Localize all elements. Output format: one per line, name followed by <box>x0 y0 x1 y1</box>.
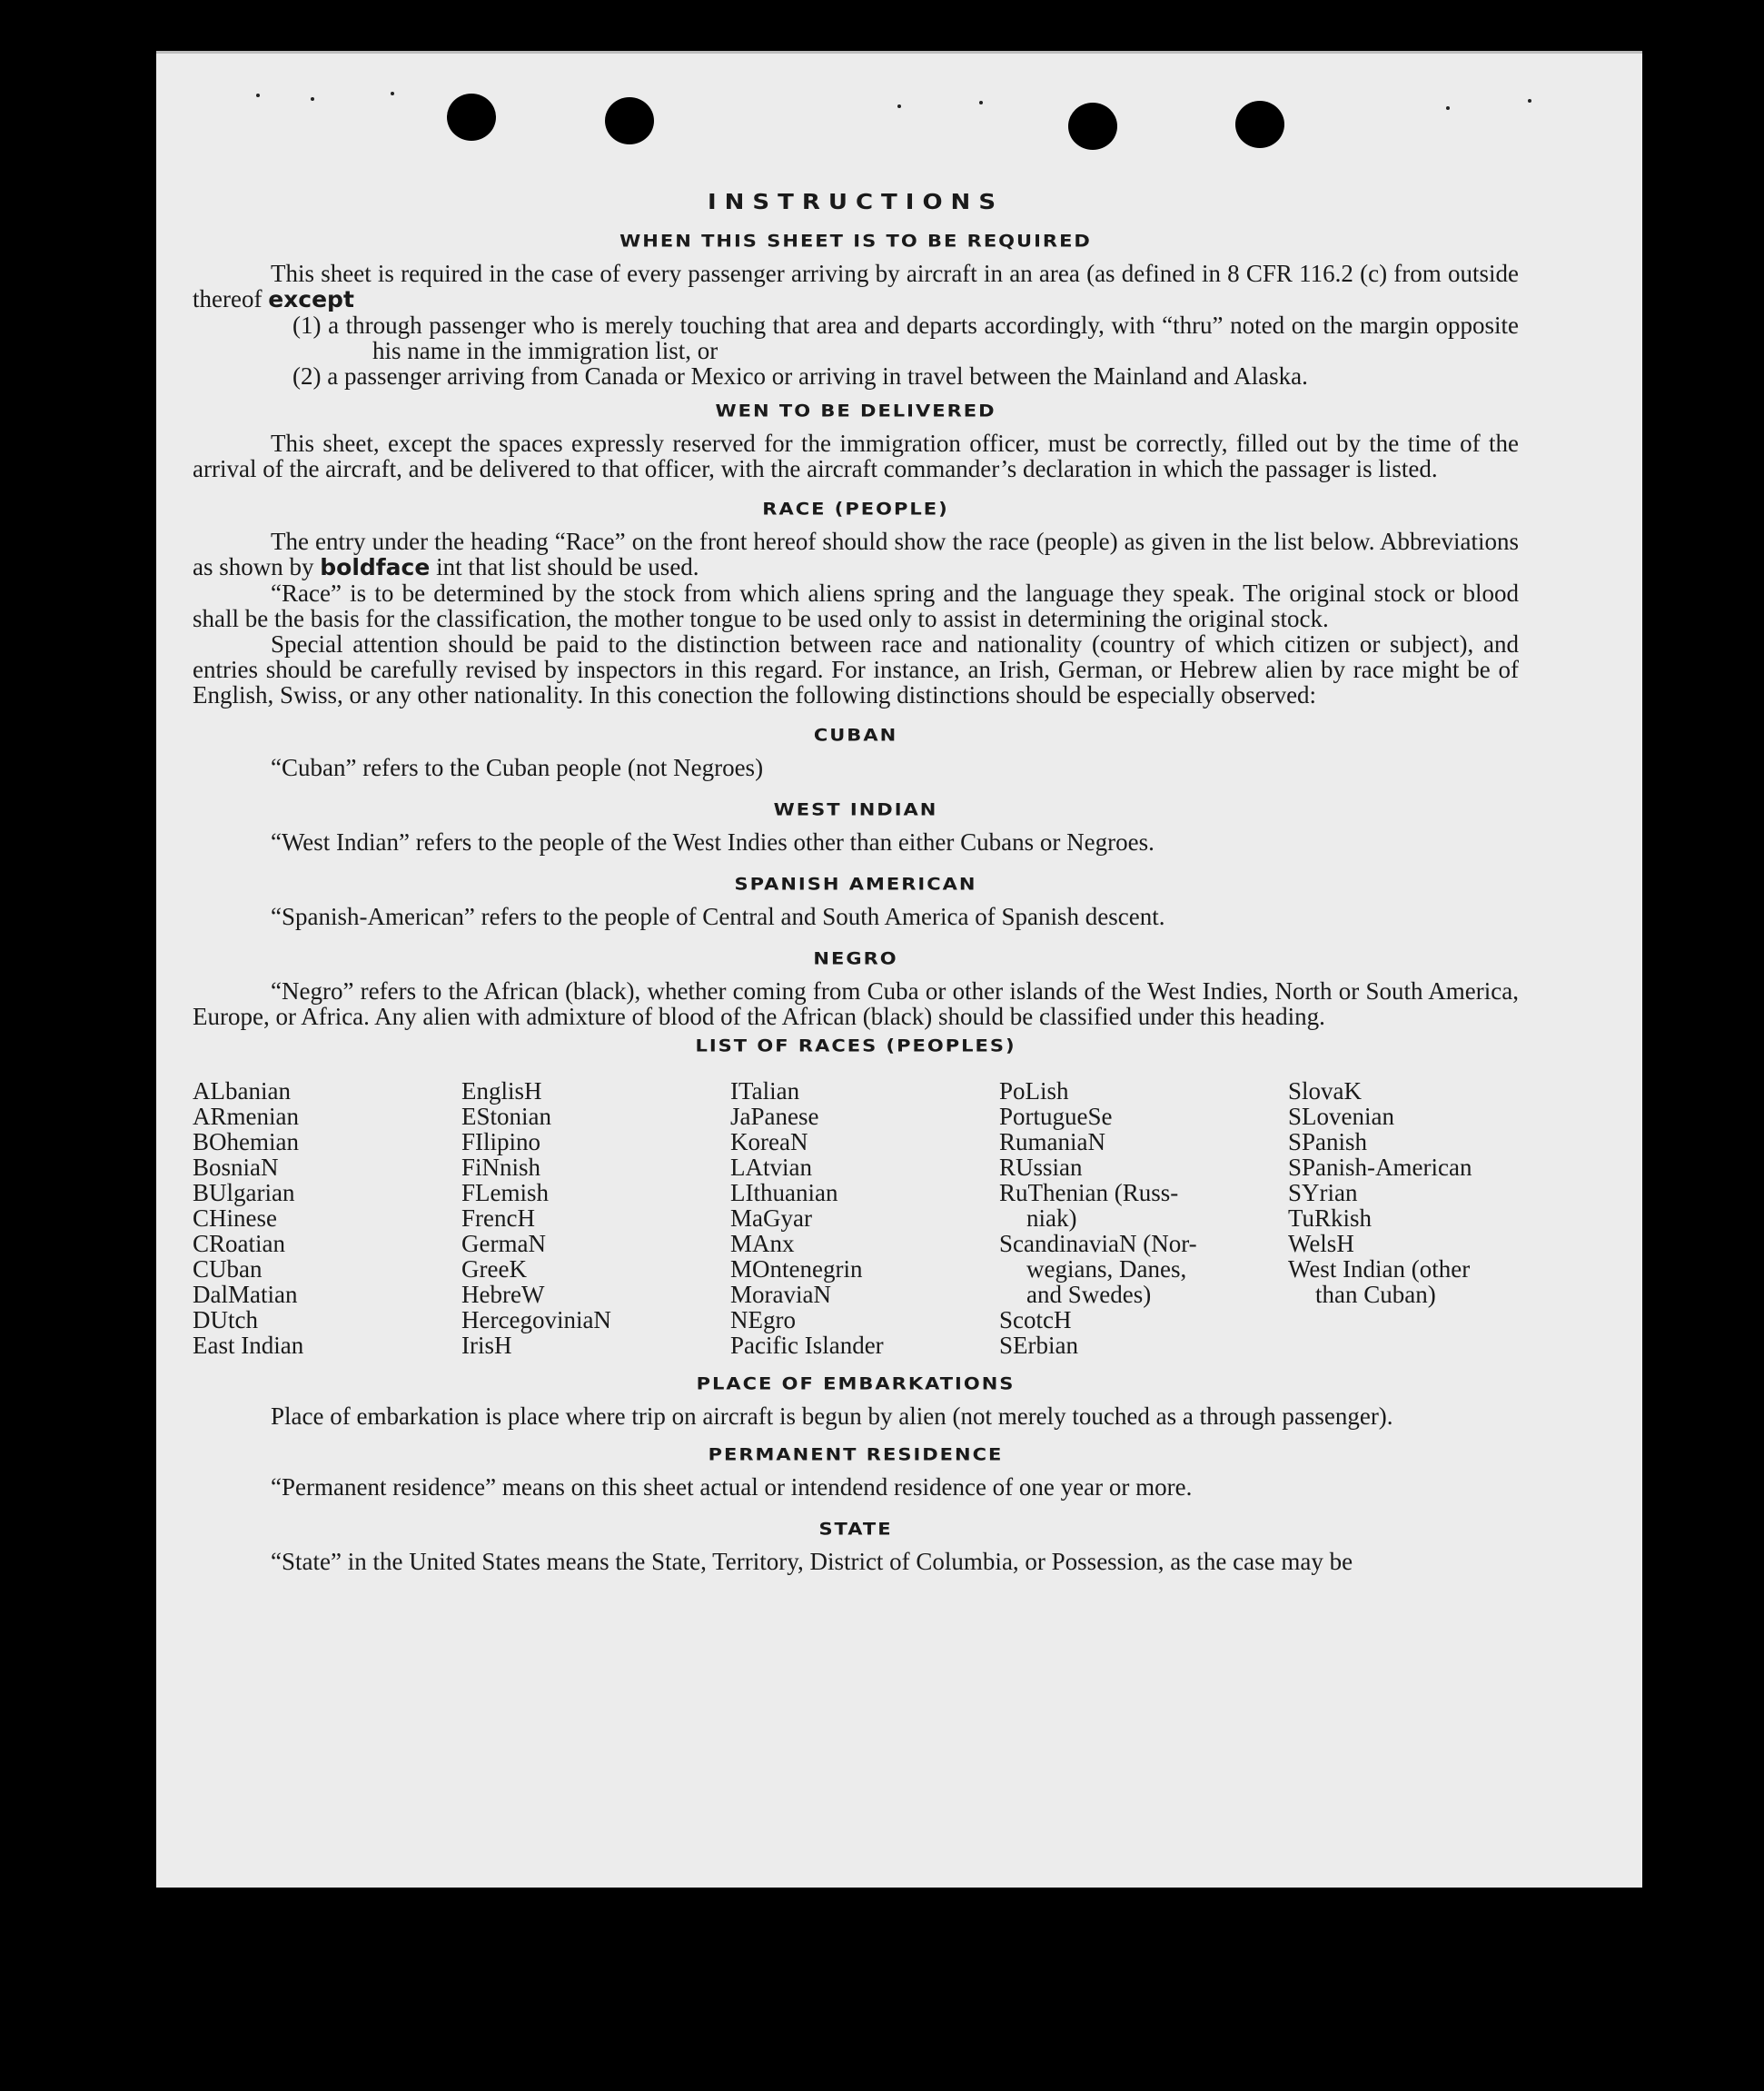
race-name: FLemish <box>461 1179 550 1206</box>
race-name: GreeK <box>461 1255 527 1283</box>
race-name: WelsH <box>1288 1230 1354 1257</box>
punch-hole <box>447 94 496 141</box>
race-name: PortugueSe <box>999 1103 1113 1130</box>
list-item: (1) a through passenger who is merely touching that area and departs accordingly, with “thru” noted on the margin opposite his name in the immigration list, or <box>292 312 1519 364</box>
race-name: BUlgarian <box>193 1179 295 1206</box>
list-item: (2) a passenger arriving from Canada or Mexico or arriving in travel between the Mainland and Alaska. <box>292 362 1308 390</box>
speck <box>311 97 314 101</box>
page-title: INSTRUCTIONS <box>707 190 1005 215</box>
race-name: FiNnish <box>461 1154 541 1181</box>
document-page <box>156 51 1642 1888</box>
race-name: wegians, Danes, <box>1026 1255 1187 1283</box>
heading-embarkation: PLACE OF EMBARKATIONS <box>696 1373 1016 1393</box>
paragraph-residence: “Permanent residence” means on this sheet actual or intendend residence of one year or more. <box>271 1473 1193 1501</box>
paragraph-cuban: “Cuban” refers to the Cuban people (not Negroes) <box>271 754 764 781</box>
paragraph-race-1 <box>193 529 1519 580</box>
race-name: and Swedes) <box>1026 1281 1152 1308</box>
race-name: HercegovinіaN <box>461 1306 611 1333</box>
race-name: than Cuban) <box>1315 1281 1436 1308</box>
heading-residence: PERMANENT RESIDENCE <box>708 1444 1004 1464</box>
race-name: JaPanese <box>730 1103 819 1130</box>
race-name: CUban <box>193 1255 263 1283</box>
race-name: ScotcH <box>999 1306 1072 1333</box>
race-name: RUssian <box>999 1154 1083 1181</box>
paragraph-race-2: “Race” is to be determined by the stock from which aliens spring and the language they speak. The original stock or blood shall be the basis for the classification, the mother tongue to be used only to assist in determining the original stock. <box>193 580 1519 632</box>
speck <box>256 94 260 97</box>
race-name: FrencH <box>461 1204 535 1232</box>
paragraph-delivered: This sheet, except the spaces expressly reserved for the immigration officer, must be correctly, filled out by the time of the arrival of the aircraft, and be delivered to that officer, with the aircraft commander’s declaration in which the passager is listed. <box>193 430 1519 482</box>
race-name: MaGyar <box>730 1204 812 1232</box>
paragraph-race-3: Special attention should be paid to the distinction between race and nationality (country of which citizen or subject), and entries should be carefully revised by inspectors in this regard. For instance, an Irish, German, or Hebrew alien by race might be of English, Swiss, or any other nationality. In this conection the following distinctions should be especially observed: <box>193 630 1519 709</box>
heading-spanish-american: SPANISH AMERICAN <box>734 874 977 894</box>
heading-west-indian: WEST INDIAN <box>773 799 938 819</box>
race-name: EStonian <box>461 1103 551 1130</box>
paragraph-required <box>193 261 1519 312</box>
race-name: EnglisH <box>461 1077 542 1105</box>
race-name: DalMatian <box>193 1281 298 1308</box>
speck <box>979 101 983 104</box>
race-name: BosniaN <box>193 1154 279 1181</box>
punch-hole <box>1235 101 1284 148</box>
speck <box>391 92 394 95</box>
race-name: Pacific Islander <box>730 1332 884 1359</box>
race-name: IrisH <box>461 1332 512 1359</box>
paragraph-spanish-american: “Spanish-American” refers to the people of Central and South America of Spanish descent. <box>271 903 1165 930</box>
race-name: SErbian <box>999 1332 1078 1359</box>
race-name: PoLish <box>999 1077 1069 1105</box>
speck <box>1528 99 1531 103</box>
race-name: ITalian <box>730 1077 800 1105</box>
speck <box>1446 106 1450 110</box>
race-name: ARmenian <box>193 1103 299 1130</box>
paragraph-negro: “Negro” refers to the African (black), whether coming from Cuba or other islands of the West Indies, North or South America, Europe, or Africa. Any alien with admixture of blood of the African (black) should be classified under this heading. <box>193 977 1519 1030</box>
boldface-word: boldface <box>320 554 431 580</box>
races-column-4 <box>999 1078 1288 1358</box>
heading-race: RACE (PEOPLE) <box>762 499 949 519</box>
except-word: except <box>268 286 354 312</box>
race-name: CRoatian <box>193 1230 285 1257</box>
race-name: FIlipino <box>461 1128 541 1155</box>
race-name: SlovaK <box>1288 1077 1362 1105</box>
required-text: This sheet is required in the case of every passenger arriving by aircraft in an area (as defined in 8 CFR 116.2 (c) from outside thereof <box>193 260 1519 312</box>
race-name: ALbanian <box>193 1077 291 1105</box>
race-text-after: int that list should be used. <box>436 553 699 580</box>
races-list <box>193 1078 1519 1358</box>
race-name: SPanish-American <box>1288 1154 1472 1181</box>
races-column-1 <box>193 1078 461 1358</box>
heading-delivered: WEN TO BE DELIVERED <box>715 401 996 421</box>
heading-state: STATE <box>818 1519 893 1539</box>
heading-negro: NEGRO <box>813 948 898 968</box>
race-name: SPanish <box>1288 1128 1368 1155</box>
race-name: LAtvian <box>730 1154 812 1181</box>
race-name: MOntenegrin <box>730 1255 863 1283</box>
race-name: SYrian <box>1288 1179 1358 1206</box>
heading-required: WHEN THIS SHEET IS TO BE REQUIRED <box>619 231 1092 251</box>
instructions-body <box>193 190 1519 1574</box>
race-name: TuRkish <box>1288 1204 1373 1232</box>
race-name: DUtch <box>193 1306 258 1333</box>
race-name: MoraviaN <box>730 1281 831 1308</box>
race-name: East Indian <box>193 1332 304 1359</box>
paragraph-embarkation: Place of embarkation is place where trip on aircraft is begun by alien (not merely touched as a through passenger). <box>271 1402 1393 1430</box>
heading-cuban: CUBAN <box>813 725 898 745</box>
race-name: RuThenian (Russ- <box>999 1179 1179 1206</box>
races-column-3 <box>730 1078 999 1358</box>
race-name: NEgro <box>730 1306 796 1333</box>
race-name: HebreW <box>461 1281 545 1308</box>
punch-hole <box>605 97 654 144</box>
race-name: CHinese <box>193 1204 277 1232</box>
race-name: West Indian (other <box>1288 1255 1471 1283</box>
race-name: SLovenian <box>1288 1103 1394 1130</box>
paragraph-state: “State” in the United States means the State, Territory, District of Columbia, or Possession, as the case may be <box>271 1548 1353 1575</box>
race-name: ScandinaviaN (Nor- <box>999 1230 1197 1257</box>
race-name: KoreaN <box>730 1128 808 1155</box>
races-column-2 <box>461 1078 730 1358</box>
race-name: GermaN <box>461 1230 546 1257</box>
races-column-5 <box>1288 1078 1519 1358</box>
race-name: RumaniaN <box>999 1128 1105 1155</box>
punch-hole <box>1068 103 1117 150</box>
paragraph-west-indian: “West Indian” refers to the people of the West Indies other than either Cubans or Negroes. <box>271 828 1155 856</box>
speck <box>897 104 901 108</box>
race-name: MAnx <box>730 1230 795 1257</box>
race-text: The entry under the heading “Race” on the front hereof should show the race (people) as given in the list below. Abbreviations as shown by <box>193 528 1519 580</box>
race-name: niak) <box>1026 1204 1077 1232</box>
heading-list-of-races: LIST OF RACES (PEOPLES) <box>695 1036 1016 1055</box>
race-name: BOhemian <box>193 1128 299 1155</box>
race-name: LIthuanian <box>730 1179 838 1206</box>
